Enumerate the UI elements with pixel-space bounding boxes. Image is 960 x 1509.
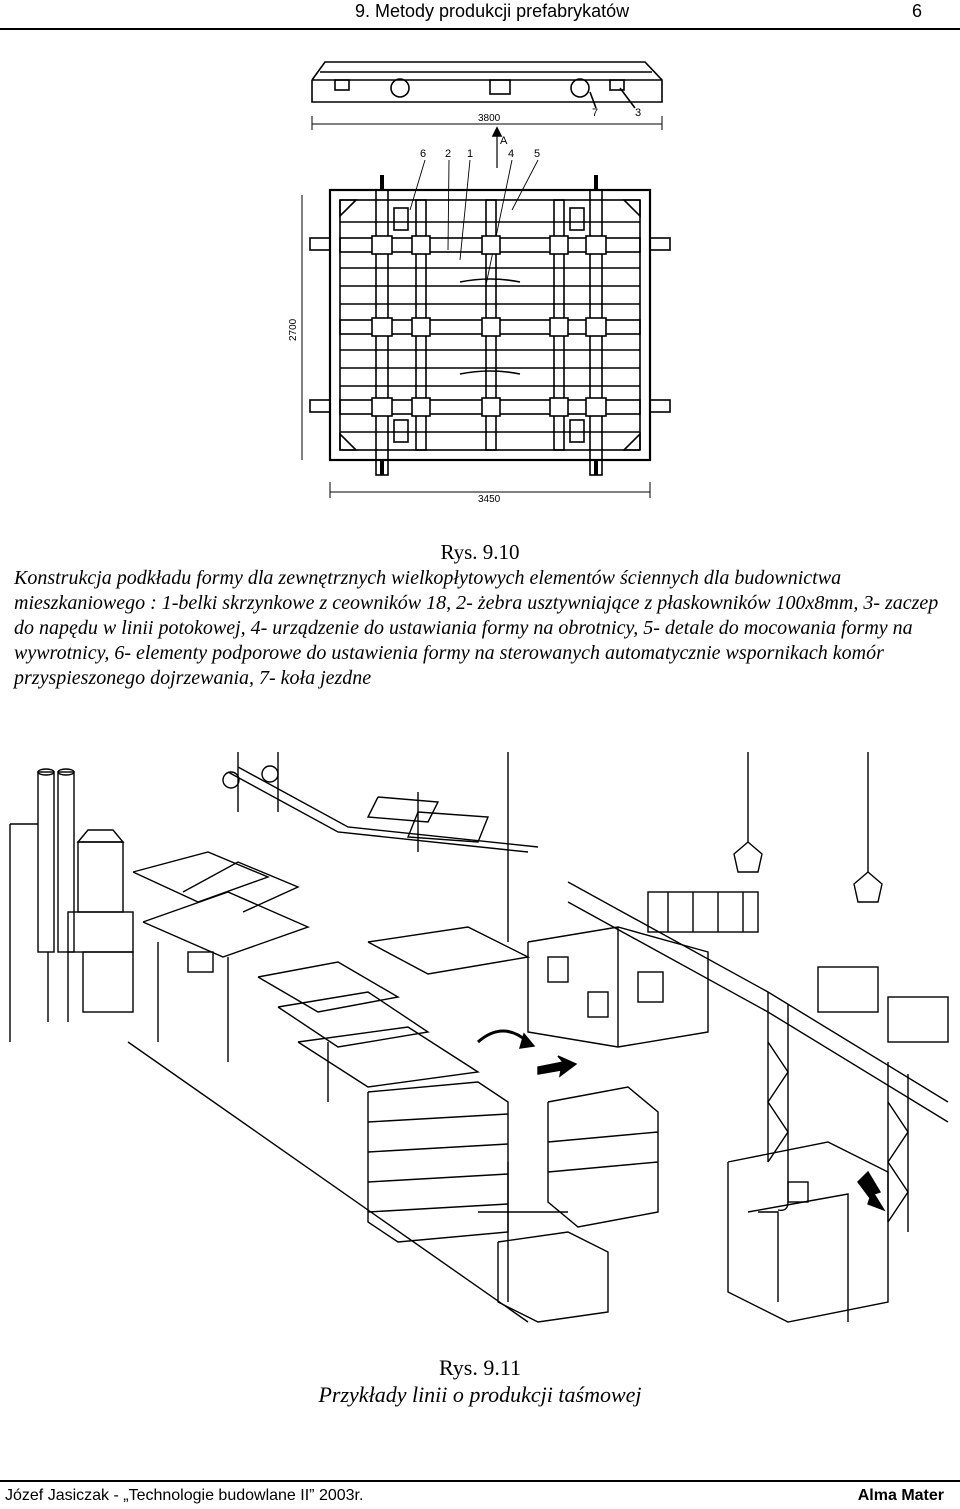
side-elevation — [312, 62, 662, 108]
callout-6: 6 — [420, 148, 427, 160]
turn-arrow — [478, 1031, 528, 1042]
central-building — [528, 927, 708, 1047]
curing-chambers — [368, 1082, 658, 1242]
figure-9-11-caption: Przykłady linii o produkcji taśmowej — [318, 1382, 642, 1407]
figure-9-11-number: Rys. 9.11 — [438, 1355, 522, 1380]
overhead-conveyor — [223, 752, 868, 942]
callout-7: 7 — [592, 107, 599, 119]
mould-base-drawing — [290, 50, 670, 510]
flow-arrow-1 — [538, 1056, 576, 1076]
mould-beds — [258, 797, 528, 1102]
plan-view — [310, 175, 670, 475]
page-header — [0, 0, 960, 30]
dimension-3800: 3800 — [478, 113, 501, 124]
callout-4: 4 — [508, 148, 515, 160]
production-line-illustration — [8, 742, 956, 1342]
callout-a: A — [500, 135, 508, 147]
dimension-3450: 3450 — [478, 494, 501, 505]
chapter-title: 9. Metody produkcji prefabrykatów — [355, 1, 630, 21]
figure-9-10-caption: Konstrukcja podkładu formy dla zewnętrznych wielkopłytowych elementów ściennych dla budownictwa mieszkaniowego : 1-belki skrzynkowe z ceowników 18, 2- żebra usztywniające z płaskowników 100x8mm, 3- zaczep do napędu w linii potokowej, 4- urządzenie do ustawiania formy na obrotnicy, 5- detale do mocowania formy na wywrotnicy, 6- elementy podporowe do ustawienia formy na sterowanych automatycznie wspornikach komór przyspieszonego dojrzewania, 7- koła jezdne — [14, 567, 939, 689]
callout-1: 1 — [467, 148, 474, 160]
truss-conveyor — [568, 882, 948, 1232]
hanging-bucket-left — [734, 832, 762, 872]
callout-3: 3 — [635, 107, 642, 119]
storage-racks — [648, 892, 948, 1042]
footer-publisher: Alma Mater — [857, 1487, 944, 1504]
hanging-bucket-right — [854, 862, 882, 902]
mixing-section — [133, 852, 308, 1062]
page-number: 6 — [912, 1, 923, 21]
callout-5: 5 — [534, 148, 541, 160]
figure-9-10-number: Rys. 9.10 — [440, 540, 520, 564]
finished-panels — [728, 1142, 888, 1322]
page-footer — [0, 1480, 960, 1509]
dimension-2700: 2700 — [288, 318, 299, 341]
callout-2: 2 — [445, 148, 452, 160]
silo-tower — [10, 769, 133, 1042]
footer-author: Józef Jasiczak - „Technologie budowlane II” 2003r. — [5, 1487, 364, 1504]
flow-arrow-2 — [858, 1172, 884, 1210]
